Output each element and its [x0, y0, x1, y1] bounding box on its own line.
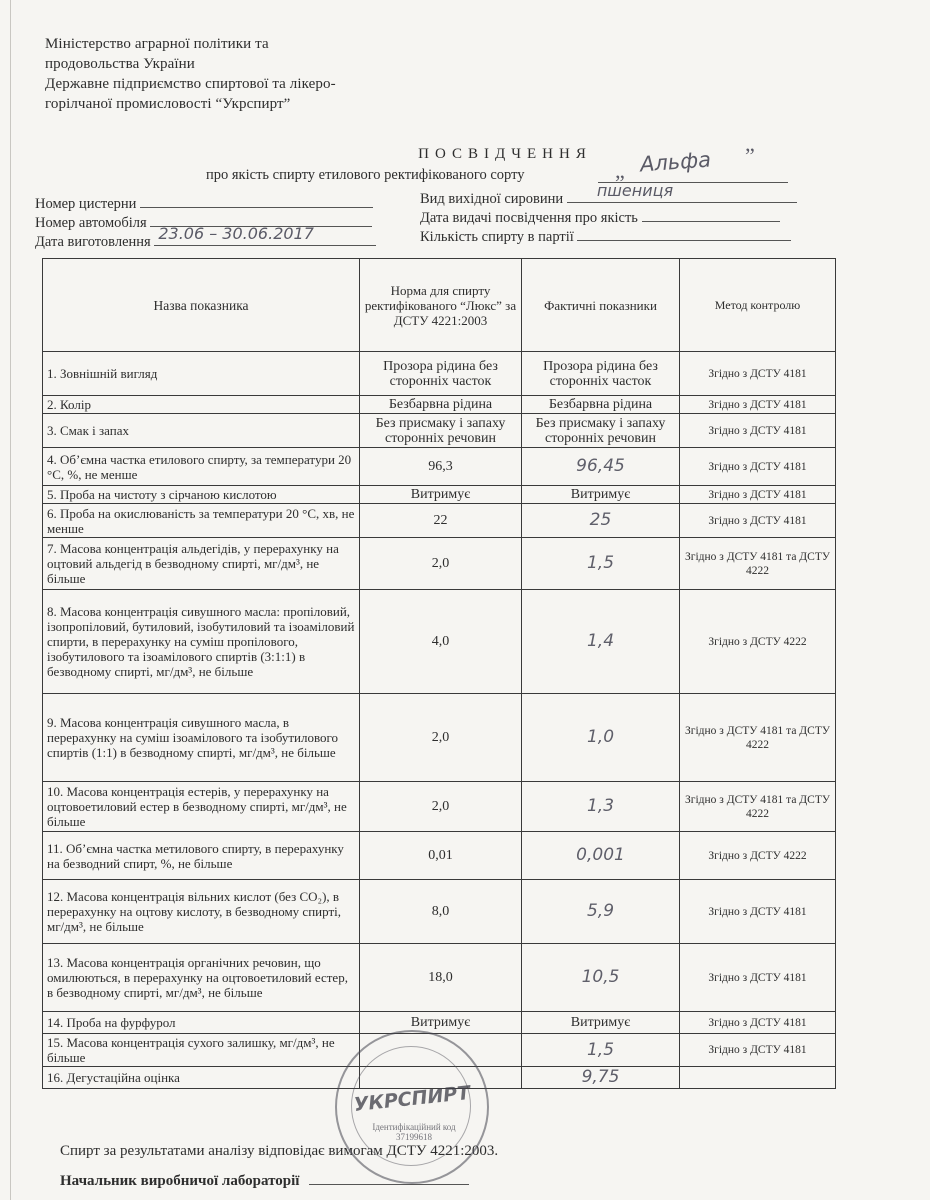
conclusion-text: Спирт за результатами аналізу відповідає вимогам ДСТУ 4221:2003. — [60, 1143, 499, 1159]
stamp-company-name: УКРСПИРТ — [352, 1081, 472, 1117]
document-title: ПОСВІДЧЕННЯ — [418, 146, 592, 162]
control-method: Згідно з ДСТУ 4181 — [680, 1012, 836, 1034]
document-subtitle: про якість спирту етилового ректифікованого сорту — [206, 167, 525, 183]
norm-value: 0,01 — [360, 832, 522, 880]
norm-value — [360, 1034, 522, 1067]
actual-value: 1,5 — [522, 538, 680, 590]
norm-value: 4,0 — [360, 590, 522, 694]
table-row — [43, 1034, 836, 1067]
actual-value: Без присмаку і запаху сторонніх речовин — [522, 414, 680, 448]
quality-table — [42, 258, 836, 1089]
norm-value: 22 — [360, 504, 522, 538]
table-row — [43, 1067, 836, 1089]
control-method: Згідно з ДСТУ 4181 та ДСТУ 4222 — [680, 538, 836, 590]
norm-value: Витримує — [360, 1012, 522, 1034]
actual-value: Витримує — [522, 1012, 680, 1034]
norm-value: 2,0 — [360, 694, 522, 782]
control-method: Згідно з ДСТУ 4222 — [680, 590, 836, 694]
norm-value — [360, 1067, 522, 1089]
table-row — [43, 352, 836, 396]
org-line: Міністерство аграрної політики та — [45, 36, 269, 52]
table-row — [43, 448, 836, 486]
control-method: Згідно з ДСТУ 4181 — [680, 1034, 836, 1067]
grade-quote-close: ” — [745, 143, 755, 168]
norm-value: Без присмаку і запаху сторонніх речовин — [360, 414, 522, 448]
table-row — [43, 590, 836, 694]
table-row — [43, 396, 836, 414]
indicator-name: 6. Проба на окислюваність за температури 20 °С, хв, не менше — [43, 504, 360, 538]
table-row — [43, 694, 836, 782]
page-edge — [10, 0, 11, 1200]
quantity-label: Кількість спирту в партії — [420, 229, 574, 245]
header-norm: Норма для спирту ректифікованого “Люкс” за ДСТУ 4221:2003 — [360, 259, 522, 352]
stamp-id-code: Ідентифікаційний код 37199618 — [372, 1122, 456, 1142]
actual-value: Безбарвна рідина — [522, 396, 680, 414]
control-method: Згідно з ДСТУ 4181 — [680, 880, 836, 944]
header-indicator: Назва показника — [43, 259, 360, 352]
control-method: Згідно з ДСТУ 4181 — [680, 504, 836, 538]
production-date-value: 23.06 – 30.06.2017 — [158, 224, 314, 243]
actual-value: 1,0 — [522, 694, 680, 782]
indicator-name: 5. Проба на чистоту з сірчаною кислотою — [43, 486, 360, 504]
control-method: Згідно з ДСТУ 4181 — [680, 414, 836, 448]
raw-material-field — [420, 181, 797, 208]
actual-value: 1,3 — [522, 782, 680, 832]
actual-value: 5,9 — [522, 880, 680, 944]
table-row — [43, 880, 836, 944]
grade-handwritten: Альфа — [639, 147, 712, 177]
indicator-name: 12. Масова концентрація вільних кислот (без CO₂), в перерахунку на оцтову кислоту, в безводному спирті, мг/дм³, не більше — [43, 880, 360, 944]
table-row — [43, 782, 836, 832]
norm-value: 2,0 — [360, 782, 522, 832]
quantity-field — [420, 226, 791, 246]
issue-date-field — [420, 207, 780, 227]
issue-date-label: Дата видачі посвідчення про якість — [420, 210, 638, 226]
norm-value: 18,0 — [360, 944, 522, 1012]
norm-value: Безбарвна рідина — [360, 396, 522, 414]
indicator-name: 13. Масова концентрація органічних речовин, що омилюються, в перерахунку на оцтовоетиловий естер, в безводному спирті, мг/дм³, не більше — [43, 944, 360, 1012]
indicator-name: 4. Об’ємна частка етилового спирту, за температури 20 °С, %, не менше — [43, 448, 360, 486]
table-row — [43, 486, 836, 504]
control-method: Згідно з ДСТУ 4181 — [680, 448, 836, 486]
indicator-name: 3. Смак і запах — [43, 414, 360, 448]
indicator-name: 11. Об’ємна частка метилового спирту, в перерахунку на безводний спирт, %, не більше — [43, 832, 360, 880]
indicator-name: 2. Колір — [43, 396, 360, 414]
control-method: Згідно з ДСТУ 4181 — [680, 352, 836, 396]
norm-value: Витримує — [360, 486, 522, 504]
actual-value: Витримує — [522, 486, 680, 504]
norm-value: 2,0 — [360, 538, 522, 590]
table-row — [43, 504, 836, 538]
tank-number-line — [140, 193, 373, 208]
indicator-name: 10. Масова концентрація естерів, у перерахунку на оцтовоетиловий естер в безводному спирті, мг/дм³, не більше — [43, 782, 360, 832]
header-actual: Фактичні показники — [522, 259, 680, 352]
tank-number-label: Номер цистерни — [35, 196, 137, 212]
organization-header — [45, 34, 336, 114]
header-method: Метод контролю — [680, 259, 836, 352]
indicator-name: 1. Зовнішній вигляд — [43, 352, 360, 396]
org-line: горілчаної промисловості “Укрспирт” — [45, 96, 291, 112]
car-number-label: Номер автомобіля — [35, 215, 147, 231]
raw-material-label: Вид вихідної сировини — [420, 191, 564, 207]
actual-value: Прозора рідина без сторонніх часток — [522, 352, 680, 396]
production-date-label: Дата виготовлення — [35, 234, 151, 250]
norm-value: Прозора рідина без сторонніх часток — [360, 352, 522, 396]
raw-material-line — [567, 181, 797, 203]
lab-head-label: Начальник виробничої лабораторії — [60, 1173, 300, 1189]
indicator-name: 15. Масова концентрація сухого залишку, мг/дм³, не більше — [43, 1034, 360, 1067]
tank-number-field — [35, 193, 373, 213]
table-row — [43, 832, 836, 880]
production-date-field — [35, 224, 376, 251]
indicator-name: 8. Масова концентрація сивушного масла: пропіловий, ізопропіловий, бутиловий, ізобутиловий та ізоаміловий спирти, в перерахунку на суміш пропілового, ізобутилового та ізоамілового спиртів (3:1:1) в безводному спирті, мг/дм³, не більше — [43, 590, 360, 694]
production-date-line — [154, 224, 376, 246]
org-line: Державне підприємство спиртової та лікеро- — [45, 76, 336, 92]
norm-value: 8,0 — [360, 880, 522, 944]
indicator-name: 9. Масова концентрація сивушного масла, в перерахунку на суміш ізоамілового та ізобутилового спиртів (1:1) в безводному спирті, мг/дм³, не більше — [43, 694, 360, 782]
indicator-name: 14. Проба на фурфурол — [43, 1012, 360, 1034]
indicator-name: 16. Дегустаційна оцінка — [43, 1067, 360, 1089]
norm-value: 96,3 — [360, 448, 522, 486]
control-method: Згідно з ДСТУ 4181 та ДСТУ 4222 — [680, 694, 836, 782]
raw-material-value: пшениця — [596, 181, 674, 200]
actual-value: 25 — [522, 504, 680, 538]
actual-value: 10,5 — [522, 944, 680, 1012]
actual-value: 96,45 — [522, 448, 680, 486]
control-method: Згідно з ДСТУ 4181 та ДСТУ 4222 — [680, 782, 836, 832]
control-method: Згідно з ДСТУ 4222 — [680, 832, 836, 880]
issue-date-line — [642, 207, 780, 222]
actual-value: 1,5 — [522, 1034, 680, 1067]
org-line: продовольства України — [45, 56, 195, 72]
table-row — [43, 944, 836, 1012]
actual-value: 1,4 — [522, 590, 680, 694]
table-row — [43, 538, 836, 590]
table-row — [43, 414, 836, 448]
lab-head-signature — [60, 1170, 469, 1190]
actual-value: 0,001 — [522, 832, 680, 880]
actual-value: 9,75 — [522, 1067, 680, 1089]
control-method — [680, 1067, 836, 1089]
control-method: Згідно з ДСТУ 4181 — [680, 944, 836, 1012]
table-row — [43, 1012, 836, 1034]
table-body — [43, 352, 836, 1089]
control-method: Згідно з ДСТУ 4181 — [680, 396, 836, 414]
indicator-name: 7. Масова концентрація альдегідів, у перерахунку на оцтовий альдегід в безводному спирті, мг/дм³, не більше — [43, 538, 360, 590]
signature-line — [309, 1170, 469, 1185]
grade-quote-open: „ — [615, 158, 625, 183]
quantity-line — [577, 226, 791, 241]
table-header-row — [43, 259, 836, 352]
control-method: Згідно з ДСТУ 4181 — [680, 486, 836, 504]
